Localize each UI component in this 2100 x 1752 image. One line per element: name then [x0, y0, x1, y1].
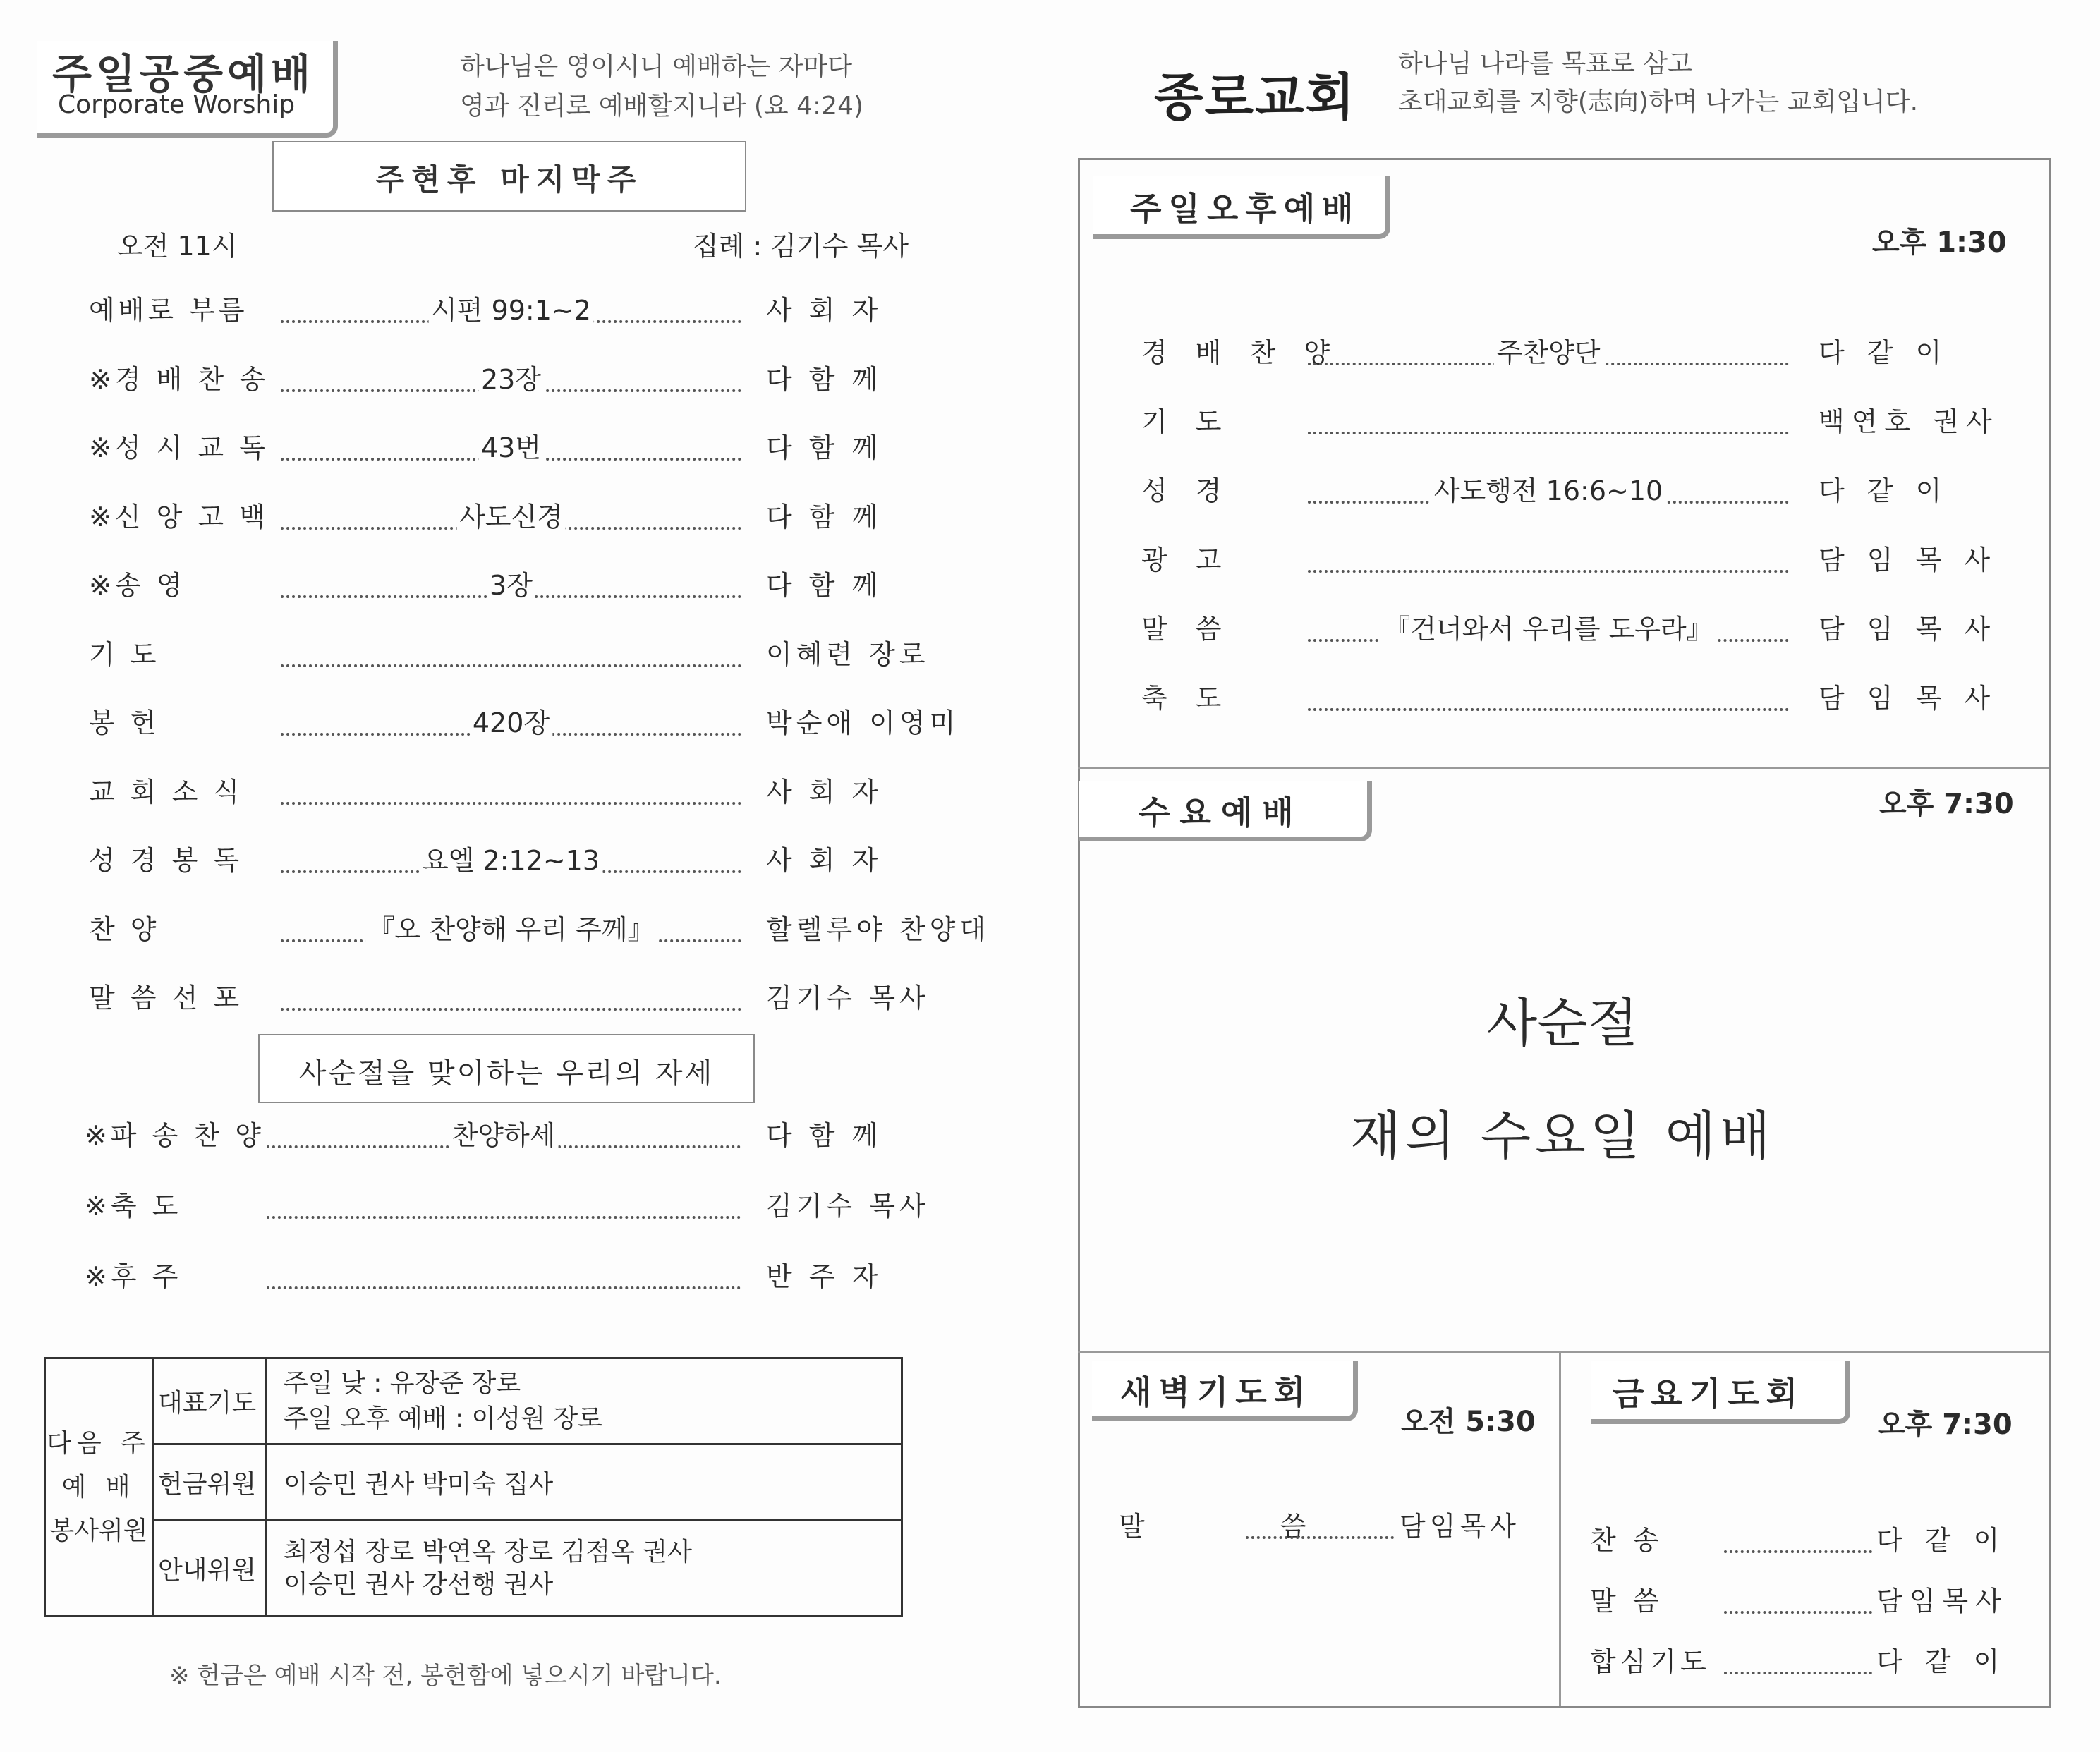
- closing-order-label: ※파 송 찬 양: [85, 1120, 265, 1151]
- closing-order-label: ※축 도: [85, 1191, 182, 1222]
- week-label: 주현후 마지막주: [375, 162, 643, 197]
- divider-dawn-friday: [1559, 1351, 1561, 1706]
- afternoon-order-label: 광 고: [1141, 545, 1232, 576]
- friday-prayer-time: 오후 7:30: [1878, 1409, 2013, 1441]
- divider-afternoon-wednesday: [1078, 767, 2049, 769]
- motto-line-1: 하나님 나라를 목표로 삼고: [1398, 49, 1692, 78]
- closing-order-row: [85, 1114, 931, 1157]
- role-prayer: 대표기도: [153, 1358, 266, 1444]
- leader-dots: [1724, 1611, 1872, 1614]
- corporate-worship-title-box: [37, 41, 338, 138]
- afternoon-order-content: 『건너와서 우리를 도우라』: [1380, 608, 1716, 650]
- worship-order-label: 성 경 봉 독: [89, 845, 243, 876]
- volunteers-header: 다음 주 예 배 봉사위원: [45, 1358, 153, 1617]
- worship-order-row: [89, 633, 935, 676]
- leader-dots: [1724, 1550, 1872, 1553]
- worship-order-row: [89, 839, 935, 882]
- afternoon-order-row: [1141, 677, 2023, 719]
- leader-dots: [1308, 708, 1789, 711]
- closing-order-person: 다 함 께: [766, 1120, 882, 1151]
- afternoon-order-label: 말 씀: [1141, 614, 1232, 645]
- service-time: 오전 11시: [117, 231, 238, 262]
- wednesday-headline-2: 재의 수요일 예배: [1350, 1106, 1775, 1167]
- friday-order-label: 합심기도: [1590, 1646, 1711, 1677]
- worship-order-person: 다 함 께: [766, 363, 882, 395]
- afternoon-order-content: 사도행전 16:6~10: [1431, 470, 1665, 512]
- friday-order-person: 담임목사: [1876, 1586, 2008, 1617]
- role-prayer-people: 주일 낮 : 유장준 장로 주일 오후 예배 : 이성원 장로: [266, 1358, 902, 1444]
- right-frame: [1078, 158, 2051, 1708]
- worship-order-row: [89, 771, 935, 813]
- verse-line-1: 하나님은 영이시니 예배하는 자마다: [460, 52, 852, 81]
- worship-order-label: 봉 헌: [89, 707, 160, 738]
- worship-order-content: 사도신경: [456, 496, 566, 538]
- afternoon-order-person: 다 같 이: [1819, 475, 1949, 506]
- leader-dots: [281, 1008, 741, 1011]
- afternoon-order-person: 다 같 이: [1819, 337, 1949, 368]
- leader-dots: [267, 1216, 741, 1219]
- worship-order-row: [89, 427, 935, 469]
- worship-order-person: 사 회 자: [766, 295, 882, 326]
- worship-order-content: 420장: [470, 702, 552, 744]
- worship-order-person: 다 함 께: [766, 432, 882, 463]
- worship-order-label: 기 도: [89, 638, 160, 670]
- page-title: 주일공중예배: [52, 50, 315, 98]
- worship-order-row: [89, 977, 935, 1019]
- worship-order-person: 이혜련 장로: [766, 638, 930, 670]
- worship-order-row: [89, 496, 935, 538]
- volunteers-table: [44, 1357, 903, 1617]
- worship-order-label: ※경 배 찬 송: [89, 363, 269, 395]
- wednesday-service-tab: [1079, 781, 1372, 841]
- worship-order-person: 다 함 께: [766, 570, 882, 601]
- worship-order-label: ※성 시 교 독: [89, 432, 269, 463]
- leader-dots: [281, 664, 741, 667]
- worship-order-row: [89, 702, 960, 744]
- worship-order-row: [89, 289, 935, 331]
- worship-order-row: [89, 908, 990, 951]
- dawn-prayer-time: 오전 5:30: [1401, 1406, 1536, 1438]
- afternoon-order-row: [1141, 608, 2023, 650]
- role-offering: 헌금위원: [153, 1444, 266, 1521]
- leader-dots: [267, 1286, 741, 1289]
- friday-order-label: 말 씀: [1590, 1586, 1663, 1617]
- week-label-box: [272, 141, 746, 212]
- verse-line-2: 영과 진리로 예배할지니라 (요 4:24): [460, 92, 864, 121]
- worship-order-label: 예배로 부름: [89, 295, 248, 326]
- wednesday-headline-1: 사순절: [1486, 993, 1639, 1054]
- motto-line-2: 초대교회를 지향(志向)하며 나가는 교회입니다.: [1398, 87, 1919, 116]
- afternoon-order-row: [1141, 539, 2023, 581]
- afternoon-service-title: 주일오후예배: [1130, 190, 1361, 228]
- afternoon-order-person: 담 임 목 사: [1819, 545, 1998, 576]
- leader-dots: [1308, 432, 1789, 434]
- closing-order-row: [85, 1255, 931, 1298]
- page-subtitle: Corporate Worship: [58, 90, 296, 119]
- closing-order-person: 반 주 자: [766, 1261, 882, 1292]
- afternoon-service-tab: [1093, 176, 1390, 239]
- role-usher: 안내위원: [153, 1521, 266, 1617]
- friday-prayer-title: 금요기도회: [1613, 1375, 1805, 1413]
- friday-order-row: [1590, 1519, 2041, 1562]
- worship-order-content: 요엘 2:12~13: [420, 839, 602, 882]
- presider: 집례 : 김기수 목사: [693, 231, 909, 262]
- worship-order-content: 23장: [478, 358, 544, 401]
- worship-order-label: 말 씀 선 포: [89, 983, 243, 1014]
- worship-order-label: ※송 영: [89, 570, 186, 601]
- sermon-title-box: [258, 1034, 755, 1103]
- worship-order-person: 다 함 께: [766, 501, 882, 533]
- afternoon-order-row: [1141, 470, 2023, 512]
- afternoon-order-person: 담 임 목 사: [1819, 683, 1998, 714]
- worship-order-label: ※신 앙 고 백: [89, 501, 269, 533]
- sermon-title: 사순절을 맞이하는 우리의 자세: [298, 1057, 715, 1090]
- worship-order-content: 3장: [487, 564, 535, 607]
- friday-prayer-tab: [1591, 1361, 1850, 1424]
- worship-order-person: 사 회 자: [766, 845, 882, 876]
- worship-order-label: 교 회 소 식: [89, 776, 243, 808]
- worship-order-person: 할렐루야 찬양대: [766, 913, 990, 945]
- dawn-prayer-title: 새벽기도회: [1120, 1373, 1313, 1411]
- worship-order-content: 『오 찬양해 우리 주께』: [365, 908, 657, 951]
- role-usher-people: 최정섭 장로 박연옥 장로 김점옥 권사 이승민 권사 강선행 권사: [266, 1521, 902, 1617]
- worship-order-person: 사 회 자: [766, 776, 882, 808]
- afternoon-order-content: 주찬양단: [1494, 331, 1603, 374]
- dawn-prayer-tab: [1092, 1361, 1358, 1421]
- worship-order-label: 찬 양: [89, 913, 160, 945]
- closing-order-label: ※후 주: [85, 1261, 182, 1292]
- worship-order-row: [89, 358, 935, 401]
- closing-order-row: [85, 1185, 931, 1227]
- role-offering-people: 이승민 권사 박미숙 집사: [266, 1444, 902, 1521]
- church-name: 종로교회: [1154, 68, 1356, 127]
- worship-order-person: 김기수 목사: [766, 983, 930, 1014]
- worship-order-content: 43번: [478, 427, 544, 469]
- afternoon-order-person: 백연호 권사: [1819, 406, 1999, 437]
- afternoon-order-row: [1141, 401, 2023, 443]
- leader-dots: [281, 802, 741, 805]
- wednesday-service-time: 오후 7:30: [1879, 788, 2014, 820]
- closing-order-person: 김기수 목사: [766, 1191, 930, 1222]
- divider-wednesday-prayer: [1078, 1351, 2049, 1353]
- leader-dots: [1724, 1672, 1872, 1674]
- afternoon-order-row: [1141, 331, 2023, 374]
- closing-order-content: 찬양하세: [449, 1114, 559, 1157]
- worship-order-content: 시편 99:1~2: [428, 289, 594, 331]
- offering-footnote: ※ 헌금은 예배 시작 전, 봉헌함에 넣으시기 바랍니다.: [169, 1662, 722, 1690]
- friday-order-row: [1590, 1641, 2041, 1683]
- afternoon-order-label: 경 배 찬 양: [1141, 337, 1340, 368]
- afternoon-service-time: 오후 1:30: [1872, 226, 2007, 259]
- dawn-order-row: 말 씀 담임목사: [1119, 1511, 1520, 1542]
- worship-order-person: 박순애 이영미: [766, 707, 960, 738]
- wednesday-service-title: 수요예배: [1139, 793, 1304, 832]
- friday-order-row: [1590, 1580, 2041, 1622]
- afternoon-order-label: 기 도: [1141, 406, 1232, 437]
- afternoon-order-person: 담 임 목 사: [1819, 614, 1998, 645]
- friday-order-person: 다 같 이: [1876, 1525, 2007, 1556]
- leader-dots: [1308, 570, 1789, 573]
- afternoon-order-label: 축 도: [1141, 683, 1232, 714]
- worship-order-row: [89, 564, 935, 607]
- friday-order-person: 다 같 이: [1876, 1646, 2007, 1677]
- friday-order-label: 찬 송: [1590, 1525, 1663, 1556]
- afternoon-order-label: 성 경: [1141, 475, 1232, 506]
